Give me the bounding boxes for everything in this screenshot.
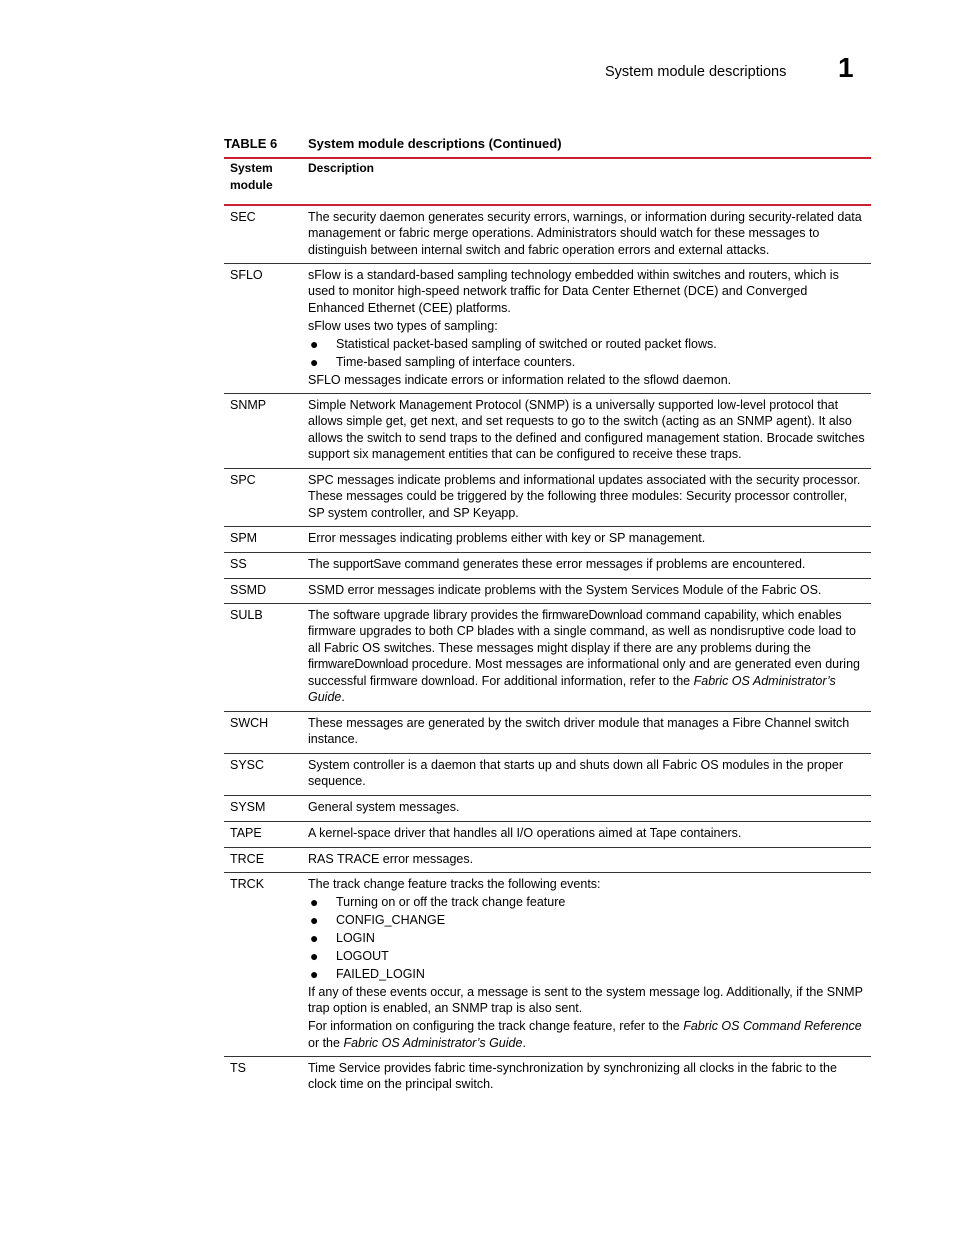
table-row-sysc bbox=[224, 754, 871, 796]
bullet-icon: ● bbox=[310, 948, 319, 964]
list-item: ● Statistical packet-based sampling of switched or routed packet flows. bbox=[310, 335, 717, 352]
module-description: Simple Network Management Protocol (SNMP) is a universally supported low-level protocol that allows simple get, get next, and set requests to go to the switch (acting as an SNMP agent). It also allows the switch to send traps to the defined and configured management station. Brocade switches support six management entities that can be configured to receive these traps. bbox=[308, 398, 865, 462]
module-name: SWCH bbox=[230, 716, 269, 730]
module-name: SS bbox=[230, 557, 247, 571]
list-item: ● CONFIG_CHANGE bbox=[310, 912, 446, 928]
table-row-spc bbox=[224, 469, 871, 527]
module-description: sFlow is a standard-based sampling technology embedded within switches and routers, which is used to monitor high-speed network traffic for Data Center Ethernet (DCE) and Converged Enhanced Ethernet (CEE) platforms. sFlow uses two types of sampling: ● Statistical packet-based sampling of switched or routed packet flows. ● Time-based sampling of interface counters. SFLO messages indicate errors or information related to the sflowd daemon. bbox=[308, 267, 866, 390]
running-header-title: System module descriptions bbox=[605, 64, 787, 80]
bullet-icon: ● bbox=[310, 353, 319, 370]
module-name: SULB bbox=[230, 608, 263, 622]
guide-reference: Fabric OS Command Reference bbox=[683, 1019, 862, 1034]
module-name: TRCK bbox=[230, 877, 265, 891]
bullet-icon: ● bbox=[310, 912, 319, 928]
table-row-ts bbox=[224, 1057, 871, 1099]
module-name: SPM bbox=[230, 531, 258, 545]
guide-reference: Fabric OS Administrator’s Guide bbox=[343, 1035, 523, 1050]
list-item: ● Turning on or off the track change feature bbox=[310, 894, 566, 910]
bullet-list bbox=[308, 336, 866, 370]
table-row-ssmd bbox=[224, 579, 871, 604]
bullet-icon: ● bbox=[310, 335, 319, 352]
table-row-sec bbox=[224, 206, 871, 264]
bullet-icon: ● bbox=[310, 894, 319, 910]
table-caption bbox=[224, 136, 870, 156]
module-description: The security daemon generates security errors, warnings, or information during security-related data management or fabric merge operations. Administrators should watch for these messages to distinguish between internal switch and fabric operation errors and external attacks. bbox=[308, 210, 862, 257]
module-description: The track change feature tracks the following events: ● Turning on or off the track change feature ● CONFIG_CHANGE ● LOGIN ● LOGOUT ● FAILED_LOGIN If any of these events occur, a message is sent to the system message log. Additionally, if the SNMP trap option is enabled, an SNMP trap is also sent. For information on configuring the track change feature, refer to the Fabric OS Command Reference or the Fabric OS Administrator’s Guide. bbox=[308, 876, 866, 1053]
module-description: SPC messages indicate problems and informational updates associated with the security processor. These messages could be triggered by the following three modules: Security processor controller, SP system controller, and SP Keyapp. bbox=[308, 473, 861, 520]
module-description: RAS TRACE error messages. bbox=[308, 852, 474, 866]
guide-reference: Fabric OS Administrator’s Guide bbox=[308, 673, 836, 705]
command-name: supportSave bbox=[333, 557, 401, 571]
table-row-snmp bbox=[224, 394, 871, 469]
table-row-tape bbox=[224, 822, 871, 848]
table-label: TABLE 6 bbox=[224, 136, 278, 151]
command-name: firmwareDownload bbox=[308, 657, 409, 672]
list-item: ● Time-based sampling of interface counters. bbox=[310, 353, 576, 370]
module-description: These messages are generated by the switch driver module that manages a Fibre Channel switch instance. bbox=[308, 716, 850, 747]
command-name: firmwareDownload bbox=[542, 608, 643, 622]
table-row-swch bbox=[224, 712, 871, 754]
table-row-trce bbox=[224, 848, 871, 873]
module-description: The supportSave command generates these error messages if problems are encountered. bbox=[308, 557, 806, 571]
module-name: SYSC bbox=[230, 758, 265, 772]
table-title: System module descriptions (Continued) bbox=[308, 136, 562, 151]
module-name: SYSM bbox=[230, 800, 266, 814]
list-item: ● LOGIN bbox=[310, 930, 375, 946]
table-top-rule bbox=[224, 157, 871, 159]
module-name: SFLO bbox=[230, 268, 263, 282]
column-header-description: Description bbox=[308, 161, 375, 175]
table-row-sflo bbox=[224, 264, 871, 394]
column-header-module: System module bbox=[230, 161, 273, 192]
module-description: Error messages indicating problems either with key or SP management. bbox=[308, 531, 706, 545]
table-row-sulb bbox=[224, 604, 871, 712]
table-row-sysm bbox=[224, 796, 871, 822]
module-description: General system messages. bbox=[308, 800, 460, 814]
chapter-number: 1 bbox=[838, 52, 854, 83]
module-description: A kernel-space driver that handles all I/O operations aimed at Tape containers. bbox=[308, 826, 742, 840]
module-name: TAPE bbox=[230, 826, 262, 840]
module-description: SSMD error messages indicate problems with the System Services Module of the Fabric OS. bbox=[308, 583, 822, 597]
module-description: Time Service provides fabric time-synchronization by synchronizing all clocks in the fabric to the clock time on the principal switch. bbox=[308, 1061, 837, 1092]
table-row-spm bbox=[224, 527, 871, 553]
bullet-icon: ● bbox=[310, 930, 319, 946]
module-name: SSMD bbox=[230, 583, 267, 597]
module-description: The software upgrade library provides the firmwareDownload command capability, which enables firmware upgrades to both CP blades with a single command, as well as nondisruptive code load to all Fabric OS switches. These messages might display if there are any problems during the firmwareDownload procedure. Most messages are informational only and are generated even during successful firmware download. For additional information, refer to the Fabric OS Administrator’s Guide. bbox=[308, 608, 860, 705]
module-description: System controller is a daemon that starts up and shuts down all Fabric OS modules in the proper sequence. bbox=[308, 758, 843, 789]
module-name: SPC bbox=[230, 473, 256, 487]
bullet-icon: ● bbox=[310, 966, 319, 982]
module-name: TRCE bbox=[230, 852, 265, 866]
list-item: ● LOGOUT bbox=[310, 948, 389, 964]
module-name: TS bbox=[230, 1061, 246, 1075]
list-item: ● FAILED_LOGIN bbox=[310, 966, 425, 982]
bullet-list bbox=[308, 894, 866, 982]
table-row-ss bbox=[224, 553, 871, 579]
module-name: SNMP bbox=[230, 398, 267, 412]
module-name: SEC bbox=[230, 210, 256, 224]
table-row-trck bbox=[224, 873, 871, 1057]
